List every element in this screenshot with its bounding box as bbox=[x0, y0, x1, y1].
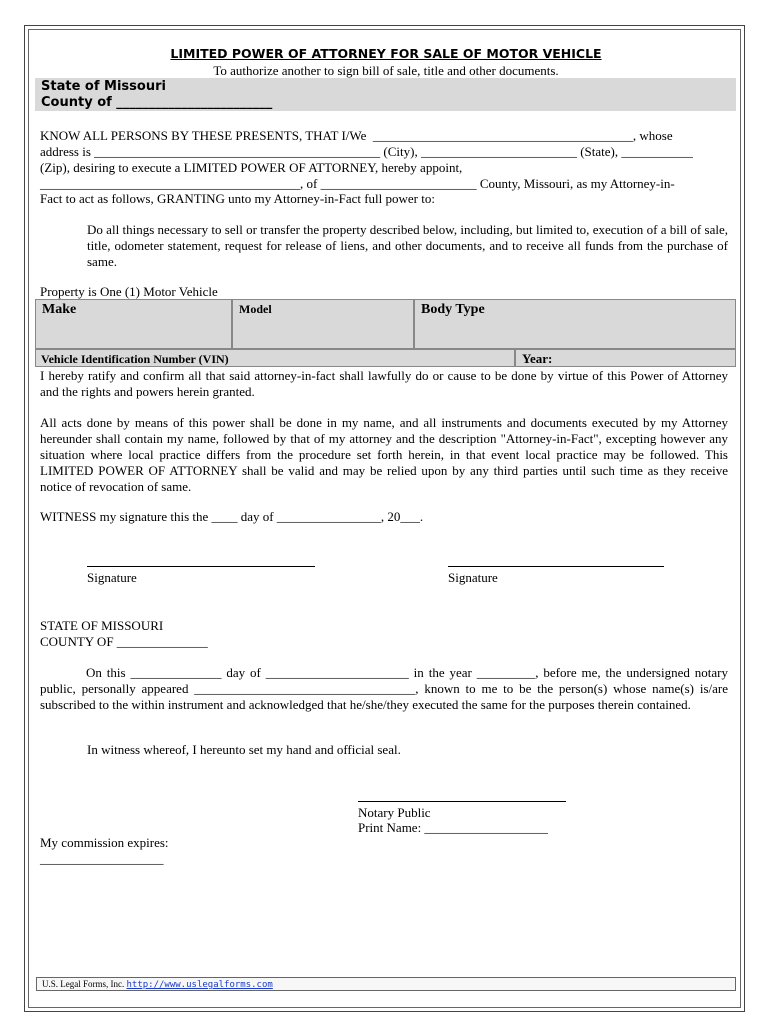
vehicle-table bbox=[35, 299, 736, 367]
acts-paragraph: All acts done by means of this power shall be done in my name, and all instruments and documents executed by my Attorney hereunder shall contain my name, followed by that of my attorney and the description "Attorney-in-Fact", excepting however any situation where local practice differs from the procedure set forth herein, in that event local practice may be followed. This LIMITED POWER OF ATTORNEY shall be valid and may be relied upon by any third parties until such time as they receive notice of revocation of same. bbox=[40, 415, 728, 494]
intro-line-2: address is ____________________________________________ (City), ________________________ (State), ___________ bbox=[40, 144, 693, 159]
notary-signature-line[interactable] bbox=[358, 801, 566, 802]
footer-company: U.S. Legal Forms, Inc. bbox=[42, 979, 125, 989]
notary-print-name: Print Name: ___________________ bbox=[358, 820, 548, 835]
document-title: LIMITED POWER OF ATTORNEY FOR SALE OF MOTOR VEHICLE bbox=[170, 46, 602, 61]
document-subtitle: To authorize another to sign bill of sale, title and other documents. bbox=[213, 63, 559, 78]
year-cell bbox=[515, 349, 736, 367]
notary-acknowledgment: On this ______________ day of ______________________ in the year _________, before me, the undersigned notary public, personally appeared __________________________________, known to me to be the person(s) whose name(s) is/are subscribed to the within instrument and acknowledged that he/she/they executed the same for the purposes therein contained. bbox=[40, 665, 728, 712]
signature-line-right[interactable] bbox=[448, 566, 664, 567]
commission-expires-blank: ___________________ bbox=[40, 851, 164, 866]
intro-line-3: (Zip), desiring to execute a LIMITED POWER OF ATTORNEY, hereby appoint, bbox=[40, 160, 463, 175]
notary-seal-statement: In witness whereof, I hereunto set my hand and official seal. bbox=[87, 742, 401, 757]
signature-line-left[interactable] bbox=[87, 566, 315, 567]
property-label: Property is One (1) Motor Vehicle bbox=[40, 284, 218, 299]
vin-label: Vehicle Identification Number (VIN) bbox=[41, 352, 229, 366]
footer-link[interactable]: http://www.uslegalforms.com bbox=[126, 980, 273, 990]
ratify-paragraph: I hereby ratify and confirm all that said attorney-in-fact shall lawfully do or cause to be done by virtue of this Power of Attorney and the rights and powers herein granted. bbox=[40, 368, 728, 399]
footer-bar bbox=[36, 977, 736, 991]
commission-expires-label: My commission expires: bbox=[40, 835, 169, 850]
witness-line: WITNESS my signature this the ____ day of ________________, 20___. bbox=[40, 509, 424, 524]
signature-label-left: Signature bbox=[87, 570, 137, 585]
intro-line-4: ________________________________________, of ________________________ County, Missouri, as my Attorney-in- bbox=[40, 176, 675, 191]
year-label: Year: bbox=[522, 351, 553, 366]
model-cell bbox=[232, 299, 414, 349]
notary-state: STATE OF MISSOURI bbox=[40, 618, 164, 633]
notary-public-label: Notary Public bbox=[358, 805, 431, 820]
make-label: Make bbox=[42, 302, 77, 317]
vin-cell bbox=[35, 349, 515, 367]
body-type-label: Body Type bbox=[421, 302, 485, 317]
county-heading: County of ________________________ bbox=[41, 95, 273, 110]
body-type-cell bbox=[414, 299, 736, 349]
notary-county: COUNTY OF ______________ bbox=[40, 634, 208, 649]
powers-granted: Do all things necessary to sell or transfer the property described below, including, but limited to, execution of a bill of sale, title, odometer statement, request for release of liens, and other documents, and to receive all funds from the purchase of same. bbox=[87, 222, 728, 269]
make-cell bbox=[35, 299, 232, 349]
signature-label-right: Signature bbox=[448, 570, 498, 585]
intro-line-1: KNOW ALL PERSONS BY THESE PRESENTS, THAT I/We ________________________________________, whose bbox=[40, 128, 673, 143]
state-heading: State of Missouri bbox=[41, 79, 166, 94]
model-label: Model bbox=[239, 302, 272, 316]
intro-line-5: Fact to act as follows, GRANTING unto my Attorney-in-Fact full power to: bbox=[40, 191, 435, 206]
